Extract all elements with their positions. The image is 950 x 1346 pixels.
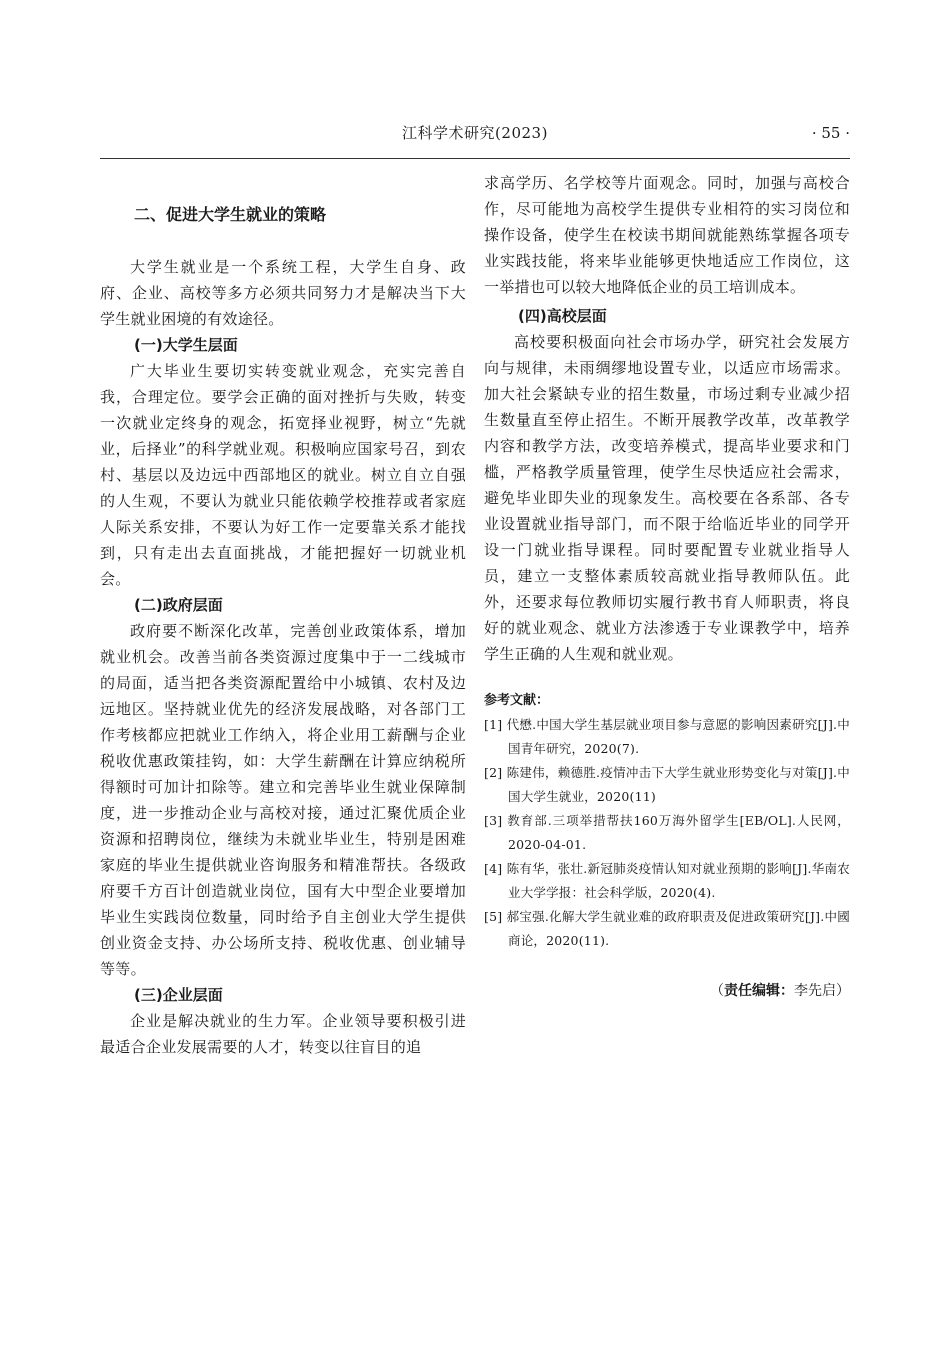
- reference-item: [1] 代懋.中国大学生基层就业项目参与意愿的影响因素研究[J].中国青年研究，2020(7).: [484, 717, 850, 756]
- right-column: [484, 170, 850, 1003]
- left-column: [100, 170, 466, 1060]
- reference-item: [2] 陈建伟，赖德胜.疫情冲击下大学生就业形势变化与对策[J].中国大学生就业，2020(11): [484, 765, 850, 804]
- enterprise-paragraph: 企业是解决就业的生力军。企业领导要积极引进最适合企业发展需要的人才，转变以往盲目的追: [100, 1012, 466, 1056]
- enterprise-paragraph-continued: 求高学历、名学校等片面观念。同时，加强与高校合作，尽可能地为高校学生提供专业相符的实习岗位和操作设备，使学生在校读书期间就能熟练掌握各项专业实践技能，将来毕业能够更快地适应工作岗位，这一举措也可以较大地降低企业的员工培训成本。: [484, 174, 850, 296]
- subheading-universities: (四)高校层面: [518, 307, 607, 325]
- page-number: · 55 ·: [811, 124, 850, 142]
- subheading-government: (二)政府层面: [134, 596, 223, 614]
- students-paragraph: 广大毕业生要切实转变就业观念，充实完善自我，合理定位。要学会正确的面对挫折与失败，转变一次就业定终身的观念，拓宽择业视野，树立“先就业，后择业”的科学就业观。积极响应国家号召，到农村、基层以及边远中西部地区的就业。树立自立自强的人生观，不要认为就业只能依赖学校推荐或者家庭人际关系安排，不要认为好工作一定要靠关系才能找到，只有走出去直面挑战，才能把握好一切就业机会。: [100, 362, 466, 588]
- section-heading: 二、促进大学生就业的策略: [134, 205, 327, 224]
- editor-label: 责任编辑：: [724, 983, 794, 999]
- reference-list: [484, 713, 850, 953]
- subheading-enterprise: (三)企业层面: [134, 986, 223, 1004]
- references-title: 参考文献：: [484, 693, 550, 708]
- universities-paragraph: 高校要积极面向社会市场办学，研究社会发展方向与规律，未雨绸缪地设置专业，以适应市场需求。加大社会紧缺专业的招生数量，市场过剩专业减少招生数量直至停止招生。不断开展教学改革，改革教学内容和教学方法，改变培养模式，提高毕业要求和门槛，严格教学质量管理，使学生尽快适应社会需求，避免毕业即失业的现象发生。高校要在各系部、各专业设置就业指导部门，而不限于给临近毕业的同学开设一门就业指导课程。同时要配置专业就业指导人员，建立一支整体素质较高就业指导教师队伍。此外，还要求每位教师切实履行教书育人师职责，将良好的就业观念、就业方法渗透于专业课教学中，培养学生正确的人生观和就业观。: [484, 333, 850, 663]
- reference-item: [5] 郝宝强.化解大学生就业难的政府职责及促进政策研究[J].中國商论，2020(11).: [484, 909, 850, 948]
- government-paragraph: 政府要不断深化改革，完善创业政策体系，增加就业机会。改善当前各类资源过度集中于一二线城市的局面，适当把各类资源配置给中小城镇、农村及边远地区。坚持就业优先的经济发展战略，对各部门工作考核都应把就业工作纳入，将企业用工薪酬与企业税收优惠政策挂钩，如：大学生薪酬在计算应纳税所得额时可加计扣除等。建立和完善毕业生就业保障制度，进一步推动企业与高校对接，通过汇聚优质企业资源和招聘岗位，继续为未就业毕业生，特别是困难家庭的毕业生提供就业咨询服务和精准帮扶。各级政府要千方百计创造就业岗位，国有大中型企业要增加毕业生实践岗位数量，同时给予自主创业大学生提供创业资金支持、办公场所支持、税收优惠、创业辅导等等。: [100, 622, 466, 978]
- responsible-editor: （责任编辑：李先启）: [710, 983, 850, 999]
- reference-item: [4] 陈有华，张壮.新冠肺炎疫情认知对就业预期的影响[J].华南农业大学学报：社会科学版，2020(4).: [484, 861, 850, 900]
- running-header: [100, 118, 850, 159]
- intro-paragraph: 大学生就业是一个系统工程，大学生自身、政府、企业、高校等多方必须共同努力才是解决当下大学生就业困境的有效途径。: [100, 258, 466, 328]
- subheading-students: (一)大学生层面: [134, 336, 238, 354]
- reference-item: [3] 教育部.三项举措帮扶160万海外留学生[EB/OL].人民网，2020-04-01.: [484, 813, 850, 852]
- journal-title: 江科学术研究(2023): [402, 124, 548, 142]
- editor-name: 李先启: [794, 983, 836, 999]
